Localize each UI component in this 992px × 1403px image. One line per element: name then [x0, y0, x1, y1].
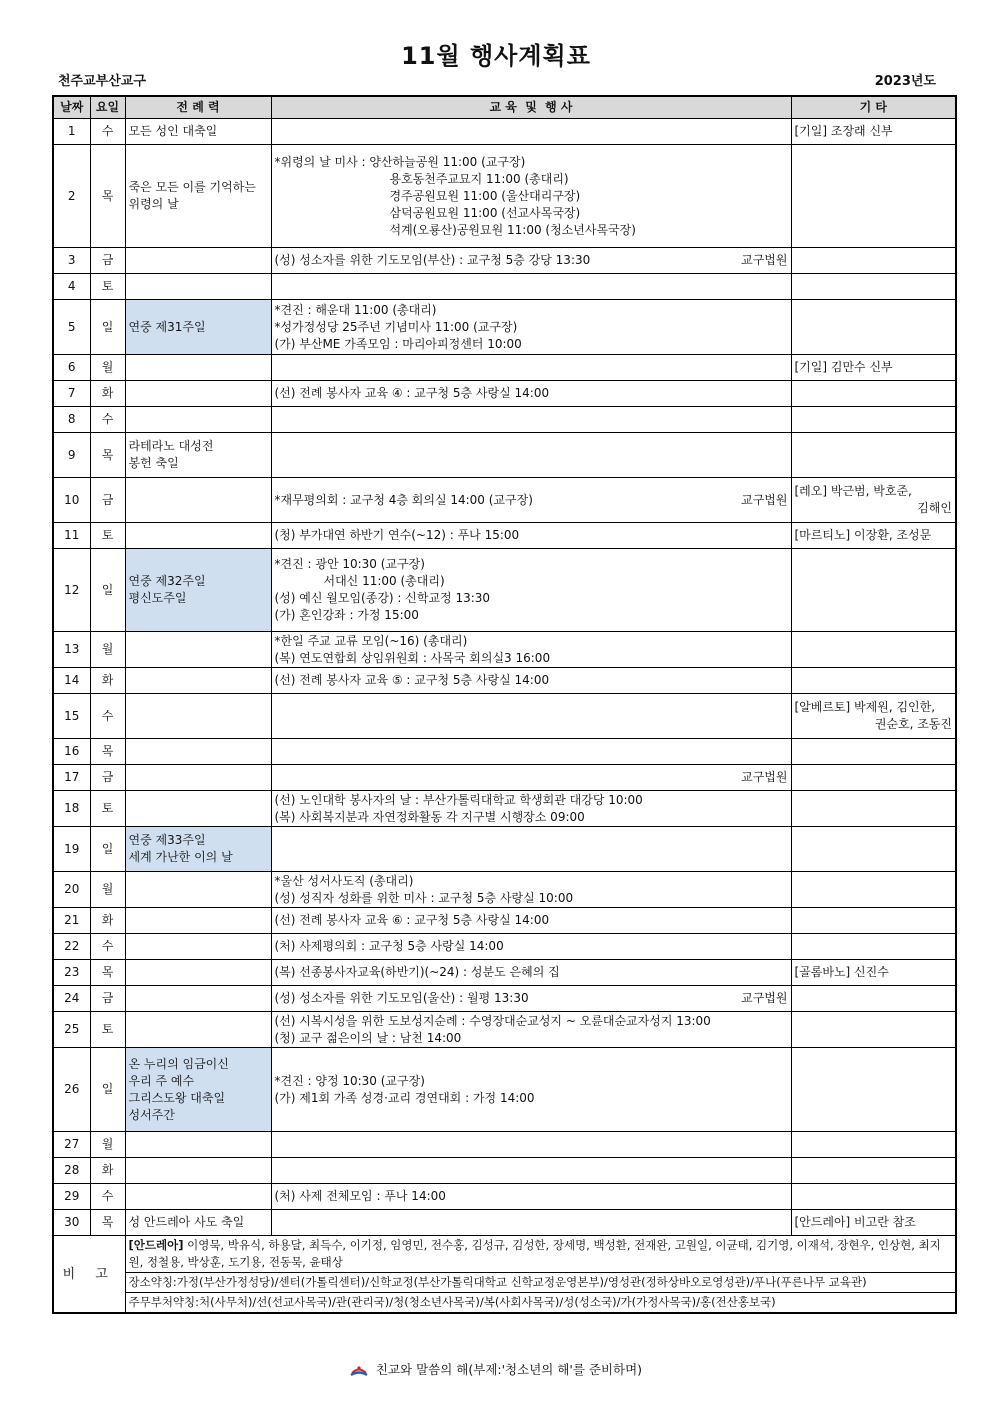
event-cell	[271, 300, 791, 355]
event-line: (선) 전례 봉사자 교육 ⑥ : 교구청 5층 사랑실 14:00	[274, 913, 550, 927]
date-cell: 16	[53, 739, 90, 765]
event-cell	[271, 523, 791, 549]
liturgy-line: 라테라노 대성전	[128, 439, 214, 453]
event-line: (선) 노인대학 봉사자의 날 : 부산가톨릭대학교 학생회관 대강당 10:00	[274, 792, 643, 807]
date-cell: 20	[53, 872, 90, 908]
etc-cell	[791, 934, 956, 960]
date-cell: 26	[53, 1048, 90, 1132]
diocese-logo-icon	[350, 1364, 368, 1378]
table-row	[53, 1184, 956, 1210]
date-cell: 8	[53, 407, 90, 433]
date-cell: 29	[53, 1184, 90, 1210]
liturgy-cell	[125, 694, 271, 739]
weekday-cell: 목	[90, 960, 125, 986]
date-cell: 15	[53, 694, 90, 739]
liturgy-cell	[125, 1184, 271, 1210]
date-cell: 6	[53, 355, 90, 381]
liturgy-cell	[125, 986, 271, 1012]
weekday-cell: 토	[90, 791, 125, 827]
notes-andrea-label: [안드레아]	[128, 1238, 184, 1252]
etc-line: [알베르토] 박제원, 김인한,	[794, 700, 936, 714]
date-cell: 21	[53, 908, 90, 934]
event-cell	[271, 632, 791, 668]
event-line: (처) 사제 전체모임 : 푸나 14:00	[274, 1189, 446, 1203]
date-cell: 5	[53, 300, 90, 355]
col-events-header: 교 육 및 행 사	[271, 96, 791, 119]
date-cell: 22	[53, 934, 90, 960]
event-cell	[271, 960, 791, 986]
etc-line: [기일] 조장래 신부	[794, 124, 893, 138]
weekday-cell: 월	[90, 872, 125, 908]
weekday-cell: 화	[90, 1158, 125, 1184]
date-cell: 25	[53, 1012, 90, 1048]
col-date-header: 날짜	[53, 96, 90, 119]
etc-cell	[791, 355, 956, 381]
event-line-with-note	[275, 990, 788, 1007]
etc-cell	[791, 791, 956, 827]
table-row	[53, 986, 956, 1012]
table-row	[53, 1132, 956, 1158]
date-cell: 3	[53, 248, 90, 274]
liturgy-line: 연중 제32주일	[128, 574, 206, 588]
table-row	[53, 119, 956, 145]
date-cell: 1	[53, 119, 90, 145]
table-row	[53, 960, 956, 986]
liturgy-cell	[125, 632, 271, 668]
etc-cell	[791, 381, 956, 407]
schedule-table	[52, 95, 957, 1314]
liturgy-line: 온 누리의 임금이신	[128, 1056, 229, 1071]
notes-row-offices	[53, 1293, 956, 1314]
event-right-note: 교구법원	[741, 492, 788, 507]
etc-cell	[791, 549, 956, 632]
event-cell	[271, 1184, 791, 1210]
etc-cell	[791, 1158, 956, 1184]
date-cell: 10	[53, 478, 90, 523]
notes-andrea-text: 이영묵, 박유식, 하용달, 최득수, 이기정, 임영민, 전수홍, 김성규, 김성한, 장세명, 백성환, 전재완, 고원일, 이균태, 김기영, 이재석, 장현우, 인상현, 최지원, 정철용, 박상훈, 도기용, 전동묵, 윤태상	[128, 1238, 941, 1269]
event-cell	[271, 1132, 791, 1158]
col-etc-header: 기 타	[791, 96, 956, 119]
notes-row-andrea	[53, 1236, 956, 1273]
event-cell	[271, 668, 791, 694]
liturgy-line: 평신도주일	[128, 591, 187, 605]
liturgy-cell	[125, 668, 271, 694]
table-row	[53, 355, 956, 381]
event-line: *성가정성당 25주년 기념미사 11:00 (교구장)	[274, 319, 518, 334]
event-cell	[271, 739, 791, 765]
etc-cell	[791, 523, 956, 549]
liturgy-cell	[125, 274, 271, 300]
etc-cell	[791, 274, 956, 300]
event-line-with-note	[275, 252, 788, 269]
event-cell	[271, 381, 791, 407]
weekday-cell: 화	[90, 908, 125, 934]
liturgy-cell	[125, 791, 271, 827]
event-cell	[271, 827, 791, 872]
event-cell	[271, 119, 791, 145]
event-cell	[271, 791, 791, 827]
liturgy-cell	[125, 145, 271, 248]
date-cell: 28	[53, 1158, 90, 1184]
etc-cell	[791, 145, 956, 248]
event-line: (청) 부가대연 하반기 연수(~12) : 푸나 15:00	[274, 528, 520, 542]
weekday-cell: 금	[90, 765, 125, 791]
weekday-cell: 일	[90, 1048, 125, 1132]
etc-cell	[791, 1210, 956, 1236]
date-cell: 19	[53, 827, 90, 872]
weekday-cell: 수	[90, 1184, 125, 1210]
weekday-cell: 수	[90, 694, 125, 739]
event-cell	[271, 872, 791, 908]
event-line-indented: 경주공원묘원 11:00 (울산대리구장)	[389, 188, 581, 203]
weekday-cell: 일	[90, 300, 125, 355]
weekday-cell: 토	[90, 523, 125, 549]
event-line: (가) 혼인강좌 : 가정 15:00	[274, 608, 419, 622]
liturgy-cell	[125, 300, 271, 355]
etc-line: [마르티노] 이장환, 조성문	[794, 528, 932, 542]
event-right-note: 교구법원	[741, 253, 788, 267]
event-right-note: 교구법원	[741, 770, 788, 784]
etc-cell	[791, 1132, 956, 1158]
weekday-cell: 금	[90, 986, 125, 1012]
etc-cell	[791, 827, 956, 872]
event-line: (처) 사제평의회 : 교구청 5층 사랑실 14:00	[274, 939, 504, 953]
date-cell: 30	[53, 1210, 90, 1236]
etc-line: [레오] 박근범, 박호준,	[794, 484, 912, 498]
table-row	[53, 145, 956, 248]
event-cell	[271, 1012, 791, 1048]
liturgy-cell	[125, 248, 271, 274]
event-line: (가) 제1회 가족 성경·교리 경연대회 : 가정 14:00	[274, 1090, 535, 1105]
etc-cell	[791, 765, 956, 791]
weekday-cell: 월	[90, 355, 125, 381]
event-line: *위령의 날 미사 : 양산하늘공원 11:00 (교구장)	[274, 154, 526, 169]
etc-cell	[791, 1048, 956, 1132]
weekday-cell: 일	[90, 827, 125, 872]
event-line: (성) 성소자를 위한 기도모임(울산) : 월평 13:30	[274, 991, 529, 1005]
table-row	[53, 872, 956, 908]
event-line: *견진 : 해운대 11:00 (총대리)	[274, 302, 437, 317]
event-cell	[271, 407, 791, 433]
event-line: (성) 예신 월모임(종강) : 신학교정 13:30	[274, 591, 491, 605]
event-cell	[271, 355, 791, 381]
event-line: 서대신 11:00 (총대리)	[323, 574, 445, 588]
liturgy-cell	[125, 872, 271, 908]
etc-cell	[791, 739, 956, 765]
liturgy-cell	[125, 739, 271, 765]
etc-cell	[791, 872, 956, 908]
liturgy-line: 성서주간	[128, 1107, 175, 1122]
event-line: (선) 시복시성을 위한 도보성지순례 : 수영장대순교성지 ~ 오륜대순교자성지 13:00	[274, 1013, 711, 1028]
liturgy-line: 세계 가난한 이의 날	[128, 850, 233, 864]
etc-line: [골롬바노] 신진수	[794, 965, 889, 979]
etc-cell	[791, 407, 956, 433]
liturgy-line: 성 안드레아 사도 축일	[128, 1215, 245, 1229]
liturgy-cell	[125, 1012, 271, 1048]
date-cell: 11	[53, 523, 90, 549]
event-line: *재무평의회 : 교구청 4층 회의실 14:00 (교구장)	[274, 492, 533, 507]
event-cell	[271, 248, 791, 274]
weekday-cell: 화	[90, 381, 125, 407]
liturgy-cell	[125, 381, 271, 407]
event-line-with-note	[275, 492, 788, 509]
event-cell	[271, 1048, 791, 1132]
event-cell	[271, 1210, 791, 1236]
col-weekday-header: 요일	[90, 96, 125, 119]
event-line: *한일 주교 교류 모임(~16) (총대리)	[274, 633, 468, 648]
date-cell: 12	[53, 549, 90, 632]
table-row	[53, 739, 956, 765]
table-row	[53, 478, 956, 523]
table-row	[53, 433, 956, 478]
liturgy-cell	[125, 478, 271, 523]
table-row	[53, 1048, 956, 1132]
table-row	[53, 274, 956, 300]
weekday-cell: 일	[90, 549, 125, 632]
weekday-cell: 수	[90, 407, 125, 433]
liturgy-cell	[125, 433, 271, 478]
event-line: (성) 성직자 성화를 위한 미사 : 교구청 5층 사랑실 10:00	[274, 890, 574, 905]
etc-cell	[791, 694, 956, 739]
event-line: (성) 성소자를 위한 기도모임(부산) : 교구청 5층 강당 13:30	[274, 253, 591, 267]
etc-line: [기일] 김만수 신부	[794, 360, 893, 374]
date-cell: 13	[53, 632, 90, 668]
event-line: (복) 선종봉사자교육(하반기)(~24) : 성분도 은혜의 집	[274, 965, 560, 979]
liturgy-cell	[125, 960, 271, 986]
table-row	[53, 791, 956, 827]
liturgy-cell	[125, 908, 271, 934]
liturgy-cell	[125, 765, 271, 791]
liturgy-line: 그리스도왕 대축일	[128, 1090, 226, 1105]
liturgy-cell	[125, 119, 271, 145]
event-line: (가) 부산ME 가족모임 : 마리아피정센터 10:00	[274, 336, 522, 351]
event-right-note: 교구법원	[741, 991, 788, 1005]
table-row	[53, 1158, 956, 1184]
event-line-indented: 삼덕공원묘원 11:00 (선교사목국장)	[389, 205, 581, 220]
table-row	[53, 765, 956, 791]
date-cell: 17	[53, 765, 90, 791]
notes-places: 장소약칭:가정(부산가정성당)/센터(가톨릭센터)/신학교정(부산가톨릭대학교 신학교정운영본부)/영성관(정하상바오로영성관)/푸나(푸른나무 교육관)	[125, 1273, 956, 1293]
event-line-indented: 석계(오룡산)공원묘원 11:00 (청소년사목국장)	[389, 222, 636, 237]
header-row	[53, 96, 956, 119]
event-line: (선) 전례 봉사자 교육 ④ : 교구청 5층 사랑실 14:00	[274, 386, 550, 400]
liturgy-cell	[125, 407, 271, 433]
etc-cell	[791, 1012, 956, 1048]
footer-text: 친교와 말씀의 해(부제:'청소년의 해'를 준비하며)	[375, 1362, 643, 1377]
liturgy-cell	[125, 827, 271, 872]
liturgy-cell	[125, 1048, 271, 1132]
date-cell: 2	[53, 145, 90, 248]
weekday-cell: 수	[90, 934, 125, 960]
table-row	[53, 1012, 956, 1048]
table-row	[53, 668, 956, 694]
etc-line: 권순호, 조동진	[874, 717, 952, 731]
event-line: *견진 : 양정 10:30 (교구장)	[274, 1073, 425, 1088]
date-cell: 23	[53, 960, 90, 986]
date-cell: 4	[53, 274, 90, 300]
event-line-indented: 용호동천주교묘지 11:00 (총대리)	[389, 171, 569, 186]
etc-cell	[791, 632, 956, 668]
etc-cell	[791, 300, 956, 355]
liturgy-cell	[125, 355, 271, 381]
table-row	[53, 549, 956, 632]
event-cell	[271, 274, 791, 300]
etc-cell	[791, 1184, 956, 1210]
schedule-body	[53, 119, 956, 1236]
notes-andrea	[125, 1236, 956, 1273]
event-line: (청) 교구 젊은이의 날 : 남천 14:00	[274, 1030, 462, 1045]
table-row	[53, 381, 956, 407]
notes-label: 비 고	[53, 1236, 125, 1314]
date-cell: 7	[53, 381, 90, 407]
liturgy-line: 모든 성인 대축일	[128, 124, 218, 138]
table-row	[53, 523, 956, 549]
date-cell: 24	[53, 986, 90, 1012]
date-cell: 27	[53, 1132, 90, 1158]
weekday-cell: 금	[90, 248, 125, 274]
weekday-cell: 토	[90, 274, 125, 300]
weekday-cell: 목	[90, 1210, 125, 1236]
liturgy-line: 연중 제33주일	[128, 833, 206, 847]
liturgy-cell	[125, 523, 271, 549]
weekday-cell: 토	[90, 1012, 125, 1048]
event-cell	[271, 433, 791, 478]
table-row	[53, 827, 956, 872]
etc-line: [안드레아] 비고란 참조	[794, 1215, 916, 1229]
table-row	[53, 300, 956, 355]
event-cell	[271, 478, 791, 523]
event-line: (복) 연도연합회 상임위원회 : 사목국 회의실3 16:00	[274, 650, 551, 665]
etc-cell	[791, 986, 956, 1012]
notes-row-places	[53, 1273, 956, 1293]
table-row	[53, 632, 956, 668]
page-title: 11월 행사계획표	[401, 42, 591, 70]
weekday-cell: 월	[90, 632, 125, 668]
event-cell	[271, 694, 791, 739]
liturgy-line: 위령의 날	[128, 197, 179, 211]
etc-cell	[791, 119, 956, 145]
weekday-cell: 월	[90, 1132, 125, 1158]
liturgy-line: 봉헌 축일	[128, 456, 179, 470]
weekday-cell: 목	[90, 145, 125, 248]
event-cell	[271, 1158, 791, 1184]
etc-cell	[791, 248, 956, 274]
etc-cell	[791, 478, 956, 523]
event-cell	[271, 145, 791, 248]
weekday-cell: 수	[90, 119, 125, 145]
table-row	[53, 694, 956, 739]
liturgy-cell	[125, 549, 271, 632]
event-cell	[271, 549, 791, 632]
etc-cell	[791, 908, 956, 934]
weekday-cell: 목	[90, 433, 125, 478]
event-cell	[271, 908, 791, 934]
table-row	[53, 934, 956, 960]
liturgy-cell	[125, 1210, 271, 1236]
table-row	[53, 248, 956, 274]
etc-line: 김해인	[917, 501, 952, 515]
col-liturgy-header: 전 례 력	[125, 96, 271, 119]
footer	[0, 1360, 992, 1378]
date-cell: 9	[53, 433, 90, 478]
event-line: (선) 전례 봉사자 교육 ⑤ : 교구청 5층 사랑실 14:00	[274, 673, 550, 687]
weekday-cell: 목	[90, 739, 125, 765]
event-line: *울산 성서사도직 (총대리)	[274, 873, 414, 888]
event-cell	[271, 934, 791, 960]
date-cell: 18	[53, 791, 90, 827]
year-label: 2023년도	[874, 74, 936, 89]
weekday-cell: 화	[90, 668, 125, 694]
event-line: (복) 사회복지분과 자연정화활동 각 지구별 시행장소 09:00	[274, 809, 585, 824]
event-cell	[271, 765, 791, 791]
organization-name: 천주교부산교구	[58, 74, 146, 89]
etc-cell	[791, 960, 956, 986]
etc-cell	[791, 668, 956, 694]
table-row	[53, 1210, 956, 1236]
table-row	[53, 407, 956, 433]
liturgy-line: 연중 제31주일	[128, 319, 206, 334]
weekday-cell: 금	[90, 478, 125, 523]
liturgy-cell	[125, 1158, 271, 1184]
liturgy-cell	[125, 1132, 271, 1158]
liturgy-line: 죽은 모든 이를 기억하는	[128, 180, 256, 194]
event-line: *견진 : 광안 10:30 (교구장)	[274, 557, 425, 571]
etc-cell	[791, 433, 956, 478]
event-cell	[271, 986, 791, 1012]
notes-offices: 주무부처약칭:처(사무처)/선(선교사목국)/관(관리국)/청(청소년사목국)/복(사회사목국)/성(성소국)/가(가정사목국)/홍(전산홍보국)	[125, 1293, 956, 1314]
liturgy-line: 우리 주 예수	[128, 1073, 195, 1088]
liturgy-cell	[125, 934, 271, 960]
table-row	[53, 908, 956, 934]
date-cell: 14	[53, 668, 90, 694]
